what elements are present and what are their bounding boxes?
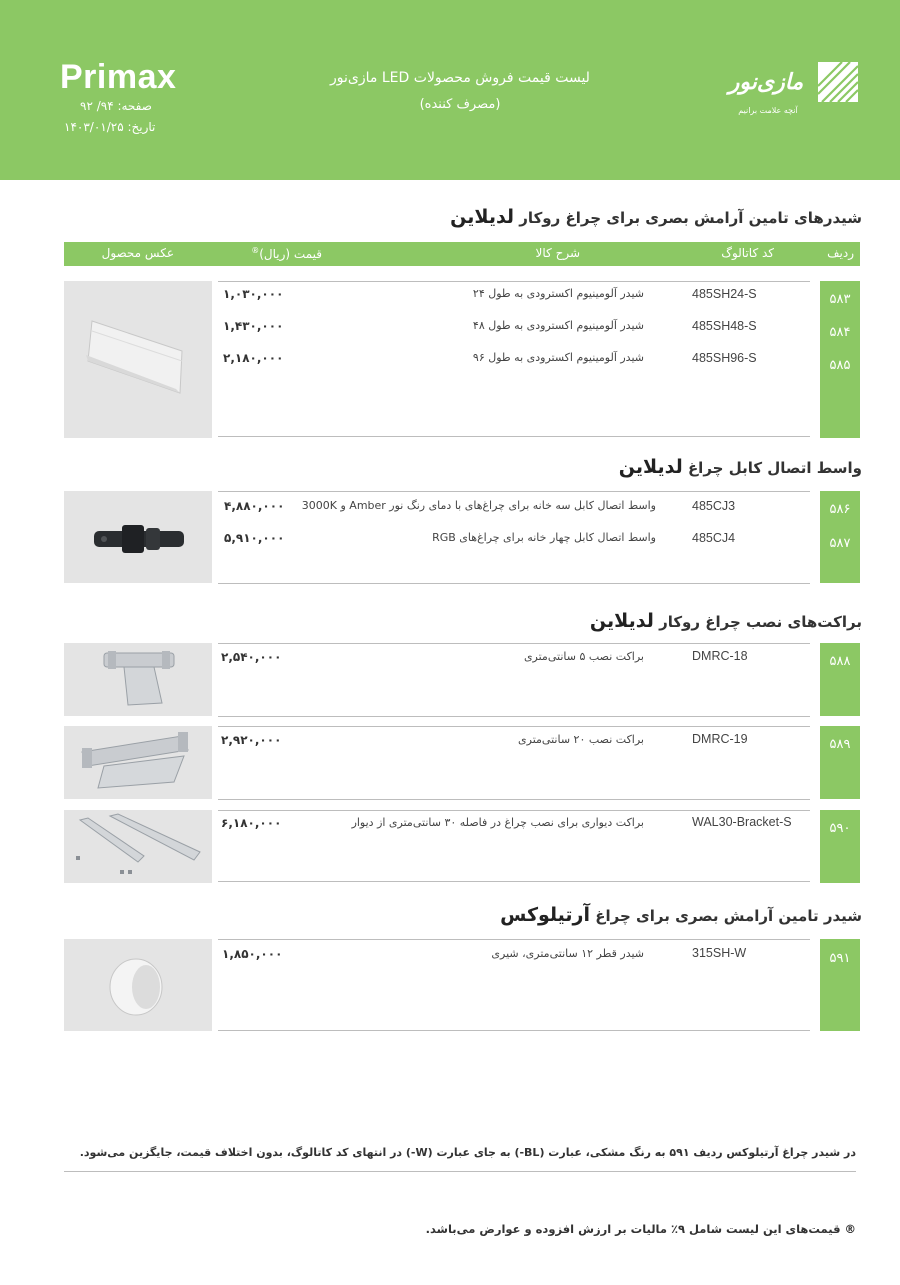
connector-photo-icon (64, 491, 212, 583)
divider (64, 1171, 856, 1172)
col-code: کد کاتالوگ (721, 246, 774, 260)
col-price: قیمت (ریال)® (251, 246, 322, 261)
page-number: صفحه: ۹۴/ ۹۲ (80, 99, 152, 113)
row-number-cell: ۵۸۳ ۵۸۴ ۵۸۵ (820, 281, 860, 438)
price-list-subtitle: (مصرف کننده) (419, 97, 501, 112)
product-photo-bracket-20 (64, 726, 212, 799)
product-photo-connector (64, 491, 212, 583)
color-variant-note: در شیدر چراغ آرتیلوکس ردیف ۵۹۱ به رنگ مشکی، عبارت (BL-) به جای عبارت (W-) در انتهای کد کاتالوگ، بدون اختلاف قیمت، جایگزین می‌شود. (79, 1146, 856, 1159)
mazinoor-logo (720, 60, 860, 122)
section-title-ledline-shaders: شیدرهای تامین آرامش بصری برای چراغ روکار لدیلاین (450, 206, 862, 228)
product-photo-shader (64, 281, 212, 438)
column-header-bar (64, 242, 860, 266)
row-number-cell: ۵۸۶ ۵۸۷ (820, 491, 860, 583)
tax-footnote: ® قیمت‌های این لیست شامل ۹٪ مالیات بر ارزش افزوده و عوارض می‌باشد. (425, 1222, 856, 1236)
round-shader-photo-icon (64, 939, 212, 1031)
brand-name: Primax (60, 58, 177, 96)
row-number-cell: ۵۹۰ (820, 810, 860, 883)
row-number-cell: ۵۹۱ (820, 939, 860, 1031)
section-title-artilux-shader: شیدر تامین آرامش بصری برای چراغ آرتیلوکس (500, 904, 862, 926)
page-header (0, 0, 900, 180)
logo-tagline: آنچه علامت برانیم (738, 106, 798, 115)
bracket-photo-icon (64, 726, 212, 799)
row-number-cell: ۵۸۸ (820, 643, 860, 716)
col-desc: شرح کالا (535, 246, 580, 260)
product-photo-bracket-5 (64, 643, 212, 716)
bracket-photo-icon (64, 643, 212, 716)
col-photo: عکس محصول (101, 246, 174, 260)
row-number-cell: ۵۸۹ (820, 726, 860, 799)
section-title-cable-connector: واسط اتصال کابل چراغ لدیلاین (618, 456, 862, 478)
wall-bracket-photo-icon (64, 810, 212, 883)
logo-stripes-icon (818, 62, 858, 102)
col-row: ردیف (827, 246, 854, 260)
page-date: تاریخ: ۱۴۰۳/۰۱/۲۵ (64, 120, 156, 134)
product-photo-round-shader (64, 939, 212, 1031)
section-title-brackets: براکت‌های نصب چراغ روکار لدیلاین (589, 610, 862, 632)
logo-wordmark: مازی‌نور (728, 70, 804, 95)
shader-photo-icon (64, 281, 212, 438)
price-list-title: لیست قیمت فروش محصولات LED مازی‌نور (330, 70, 590, 86)
product-photo-wall-bracket (64, 810, 212, 883)
